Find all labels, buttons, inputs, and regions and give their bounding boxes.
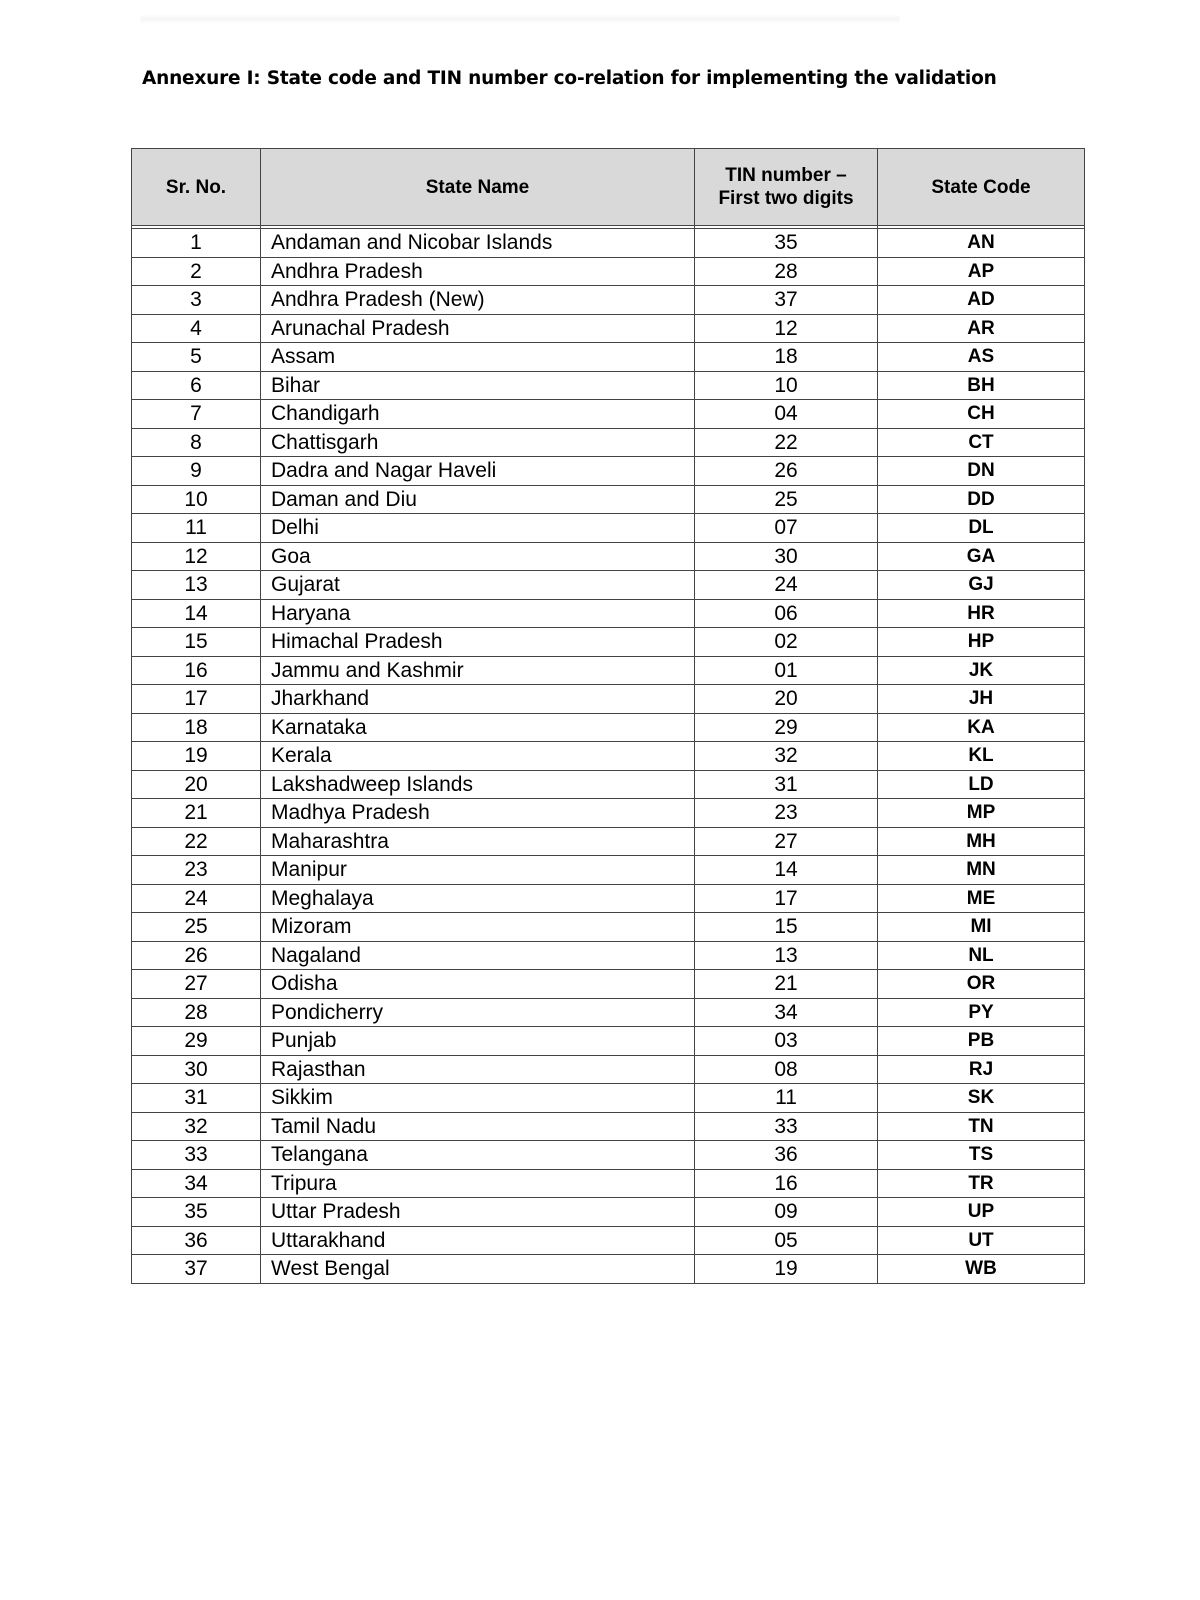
cell-state-name: Chattisgarh [261, 428, 695, 457]
cell-tin-digits: 21 [695, 970, 878, 999]
cell-state-code: AD [878, 286, 1085, 315]
header-sr-no: Sr. No. [132, 149, 261, 226]
cell-state-name: Dadra and Nagar Haveli [261, 457, 695, 486]
table-row [132, 913, 1085, 942]
cell-state-name: Kerala [261, 742, 695, 771]
cell-sr-no: 26 [132, 941, 261, 970]
cell-sr-no: 3 [132, 286, 261, 315]
cell-sr-no: 7 [132, 400, 261, 429]
table-row [132, 713, 1085, 742]
table-row [132, 1141, 1085, 1170]
cell-sr-no: 12 [132, 542, 261, 571]
cell-sr-no: 2 [132, 257, 261, 286]
cell-state-code: AR [878, 314, 1085, 343]
cell-sr-no: 24 [132, 884, 261, 913]
cell-state-code: AS [878, 343, 1085, 372]
cell-tin-digits: 10 [695, 371, 878, 400]
cell-state-code: JH [878, 685, 1085, 714]
cell-sr-no: 15 [132, 628, 261, 657]
cell-sr-no: 17 [132, 685, 261, 714]
cell-tin-digits: 04 [695, 400, 878, 429]
cell-tin-digits: 28 [695, 257, 878, 286]
table-row [132, 542, 1085, 571]
cell-tin-digits: 09 [695, 1198, 878, 1227]
cell-tin-digits: 33 [695, 1112, 878, 1141]
scan-shadow [140, 14, 900, 24]
cell-state-name: Tripura [261, 1169, 695, 1198]
cell-tin-digits: 31 [695, 770, 878, 799]
table-row [132, 1226, 1085, 1255]
cell-state-name: Haryana [261, 599, 695, 628]
cell-tin-digits: 30 [695, 542, 878, 571]
cell-tin-digits: 08 [695, 1055, 878, 1084]
cell-sr-no: 11 [132, 514, 261, 543]
cell-state-code: MI [878, 913, 1085, 942]
header-state-code: State Code [878, 149, 1085, 226]
header-tin-number [695, 149, 878, 226]
cell-state-code: BH [878, 371, 1085, 400]
page-title: Annexure I: State code and TIN number co-relation for implementing the validation [142, 68, 997, 89]
cell-state-code: CH [878, 400, 1085, 429]
cell-state-code: LD [878, 770, 1085, 799]
cell-tin-digits: 17 [695, 884, 878, 913]
cell-sr-no: 34 [132, 1169, 261, 1198]
cell-state-name: Andhra Pradesh [261, 257, 695, 286]
cell-state-name: Delhi [261, 514, 695, 543]
cell-state-code: MN [878, 856, 1085, 885]
table-row [132, 400, 1085, 429]
cell-state-name: Assam [261, 343, 695, 372]
cell-state-code: AN [878, 229, 1085, 258]
cell-state-name: Goa [261, 542, 695, 571]
cell-tin-digits: 06 [695, 599, 878, 628]
cell-state-code: MH [878, 827, 1085, 856]
header-tin-line1: TIN number – [725, 165, 847, 186]
cell-state-name: Maharashtra [261, 827, 695, 856]
cell-sr-no: 27 [132, 970, 261, 999]
cell-tin-digits: 35 [695, 229, 878, 258]
cell-sr-no: 25 [132, 913, 261, 942]
table-row [132, 799, 1085, 828]
cell-sr-no: 36 [132, 1226, 261, 1255]
header-tin-line2: First two digits [718, 188, 854, 209]
cell-state-name: Andhra Pradesh (New) [261, 286, 695, 315]
cell-sr-no: 8 [132, 428, 261, 457]
cell-state-code: GA [878, 542, 1085, 571]
table-row [132, 1027, 1085, 1056]
cell-sr-no: 16 [132, 656, 261, 685]
cell-sr-no: 30 [132, 1055, 261, 1084]
cell-sr-no: 4 [132, 314, 261, 343]
cell-tin-digits: 29 [695, 713, 878, 742]
cell-tin-digits: 32 [695, 742, 878, 771]
cell-sr-no: 32 [132, 1112, 261, 1141]
table-row [132, 884, 1085, 913]
cell-tin-digits: 01 [695, 656, 878, 685]
cell-sr-no: 6 [132, 371, 261, 400]
table-row [132, 998, 1085, 1027]
cell-state-name: Chandigarh [261, 400, 695, 429]
cell-tin-digits: 03 [695, 1027, 878, 1056]
cell-tin-digits: 18 [695, 343, 878, 372]
cell-sr-no: 10 [132, 485, 261, 514]
table-row [132, 314, 1085, 343]
table-row [132, 656, 1085, 685]
cell-state-code: UP [878, 1198, 1085, 1227]
cell-state-code: TN [878, 1112, 1085, 1141]
table-row [132, 770, 1085, 799]
cell-state-name: Andaman and Nicobar Islands [261, 229, 695, 258]
header-row [132, 149, 1085, 226]
cell-state-code: DN [878, 457, 1085, 486]
cell-sr-no: 5 [132, 343, 261, 372]
table-row [132, 628, 1085, 657]
header-state-name: State Name [261, 149, 695, 226]
cell-state-name: Karnataka [261, 713, 695, 742]
table-row [132, 1169, 1085, 1198]
cell-state-code: CT [878, 428, 1085, 457]
table-row [132, 685, 1085, 714]
cell-state-code: MP [878, 799, 1085, 828]
table-row [132, 1112, 1085, 1141]
cell-state-name: Manipur [261, 856, 695, 885]
cell-tin-digits: 15 [695, 913, 878, 942]
cell-state-code: DD [878, 485, 1085, 514]
cell-tin-digits: 25 [695, 485, 878, 514]
table-row [132, 941, 1085, 970]
cell-tin-digits: 11 [695, 1084, 878, 1113]
cell-state-code: PB [878, 1027, 1085, 1056]
cell-state-name: Uttar Pradesh [261, 1198, 695, 1227]
table-row [132, 1055, 1085, 1084]
cell-tin-digits: 13 [695, 941, 878, 970]
cell-tin-digits: 05 [695, 1226, 878, 1255]
table-row [132, 827, 1085, 856]
table-row [132, 970, 1085, 999]
cell-state-name: Himachal Pradesh [261, 628, 695, 657]
table-row [132, 257, 1085, 286]
cell-state-name: Sikkim [261, 1084, 695, 1113]
cell-state-code: KA [878, 713, 1085, 742]
cell-tin-digits: 23 [695, 799, 878, 828]
table-row [132, 599, 1085, 628]
cell-state-code: AP [878, 257, 1085, 286]
cell-sr-no: 29 [132, 1027, 261, 1056]
cell-sr-no: 13 [132, 571, 261, 600]
cell-sr-no: 31 [132, 1084, 261, 1113]
cell-state-code: TR [878, 1169, 1085, 1198]
cell-sr-no: 20 [132, 770, 261, 799]
cell-tin-digits: 26 [695, 457, 878, 486]
cell-state-code: SK [878, 1084, 1085, 1113]
cell-sr-no: 28 [132, 998, 261, 1027]
cell-sr-no: 23 [132, 856, 261, 885]
cell-state-code: HR [878, 599, 1085, 628]
cell-state-name: Daman and Diu [261, 485, 695, 514]
cell-state-code: WB [878, 1255, 1085, 1284]
table-row [132, 343, 1085, 372]
cell-state-code: NL [878, 941, 1085, 970]
table-row [132, 286, 1085, 315]
cell-state-code: OR [878, 970, 1085, 999]
cell-state-name: Madhya Pradesh [261, 799, 695, 828]
cell-state-name: Odisha [261, 970, 695, 999]
cell-state-name: Meghalaya [261, 884, 695, 913]
cell-state-name: Jharkhand [261, 685, 695, 714]
cell-sr-no: 35 [132, 1198, 261, 1227]
cell-tin-digits: 34 [695, 998, 878, 1027]
table-row [132, 514, 1085, 543]
cell-tin-digits: 19 [695, 1255, 878, 1284]
cell-sr-no: 18 [132, 713, 261, 742]
cell-sr-no: 37 [132, 1255, 261, 1284]
cell-tin-digits: 16 [695, 1169, 878, 1198]
cell-sr-no: 33 [132, 1141, 261, 1170]
table-row [132, 1198, 1085, 1227]
table-row [132, 856, 1085, 885]
cell-state-code: TS [878, 1141, 1085, 1170]
table-row [132, 1084, 1085, 1113]
cell-state-name: Nagaland [261, 941, 695, 970]
cell-state-code: HP [878, 628, 1085, 657]
cell-sr-no: 9 [132, 457, 261, 486]
cell-state-code: PY [878, 998, 1085, 1027]
cell-sr-no: 1 [132, 229, 261, 258]
table-header [132, 149, 1085, 226]
cell-state-code: DL [878, 514, 1085, 543]
table-row [132, 428, 1085, 457]
cell-state-name: Arunachal Pradesh [261, 314, 695, 343]
cell-state-name: Pondicherry [261, 998, 695, 1027]
cell-tin-digits: 20 [695, 685, 878, 714]
cell-tin-digits: 36 [695, 1141, 878, 1170]
cell-state-code: ME [878, 884, 1085, 913]
table-row [132, 485, 1085, 514]
cell-state-name: Uttarakhand [261, 1226, 695, 1255]
cell-tin-digits: 24 [695, 571, 878, 600]
cell-tin-digits: 14 [695, 856, 878, 885]
cell-state-name: Lakshadweep Islands [261, 770, 695, 799]
cell-state-name: Telangana [261, 1141, 695, 1170]
table-row [132, 1255, 1085, 1284]
cell-state-code: RJ [878, 1055, 1085, 1084]
cell-tin-digits: 37 [695, 286, 878, 315]
cell-tin-digits: 22 [695, 428, 878, 457]
cell-state-name: West Bengal [261, 1255, 695, 1284]
cell-state-code: JK [878, 656, 1085, 685]
cell-tin-digits: 07 [695, 514, 878, 543]
cell-state-name: Rajasthan [261, 1055, 695, 1084]
table-row [132, 371, 1085, 400]
table-row [132, 229, 1085, 258]
cell-tin-digits: 12 [695, 314, 878, 343]
cell-state-name: Jammu and Kashmir [261, 656, 695, 685]
table-body [132, 226, 1085, 1284]
cell-state-name: Bihar [261, 371, 695, 400]
cell-state-name: Mizoram [261, 913, 695, 942]
cell-state-name: Punjab [261, 1027, 695, 1056]
cell-state-code: KL [878, 742, 1085, 771]
cell-tin-digits: 02 [695, 628, 878, 657]
cell-sr-no: 21 [132, 799, 261, 828]
cell-sr-no: 14 [132, 599, 261, 628]
cell-state-code: UT [878, 1226, 1085, 1255]
cell-state-name: Gujarat [261, 571, 695, 600]
table-row [132, 571, 1085, 600]
cell-sr-no: 22 [132, 827, 261, 856]
state-code-table [131, 148, 1085, 1284]
cell-sr-no: 19 [132, 742, 261, 771]
table-row [132, 742, 1085, 771]
cell-state-name: Tamil Nadu [261, 1112, 695, 1141]
cell-state-code: GJ [878, 571, 1085, 600]
table-row [132, 457, 1085, 486]
cell-tin-digits: 27 [695, 827, 878, 856]
